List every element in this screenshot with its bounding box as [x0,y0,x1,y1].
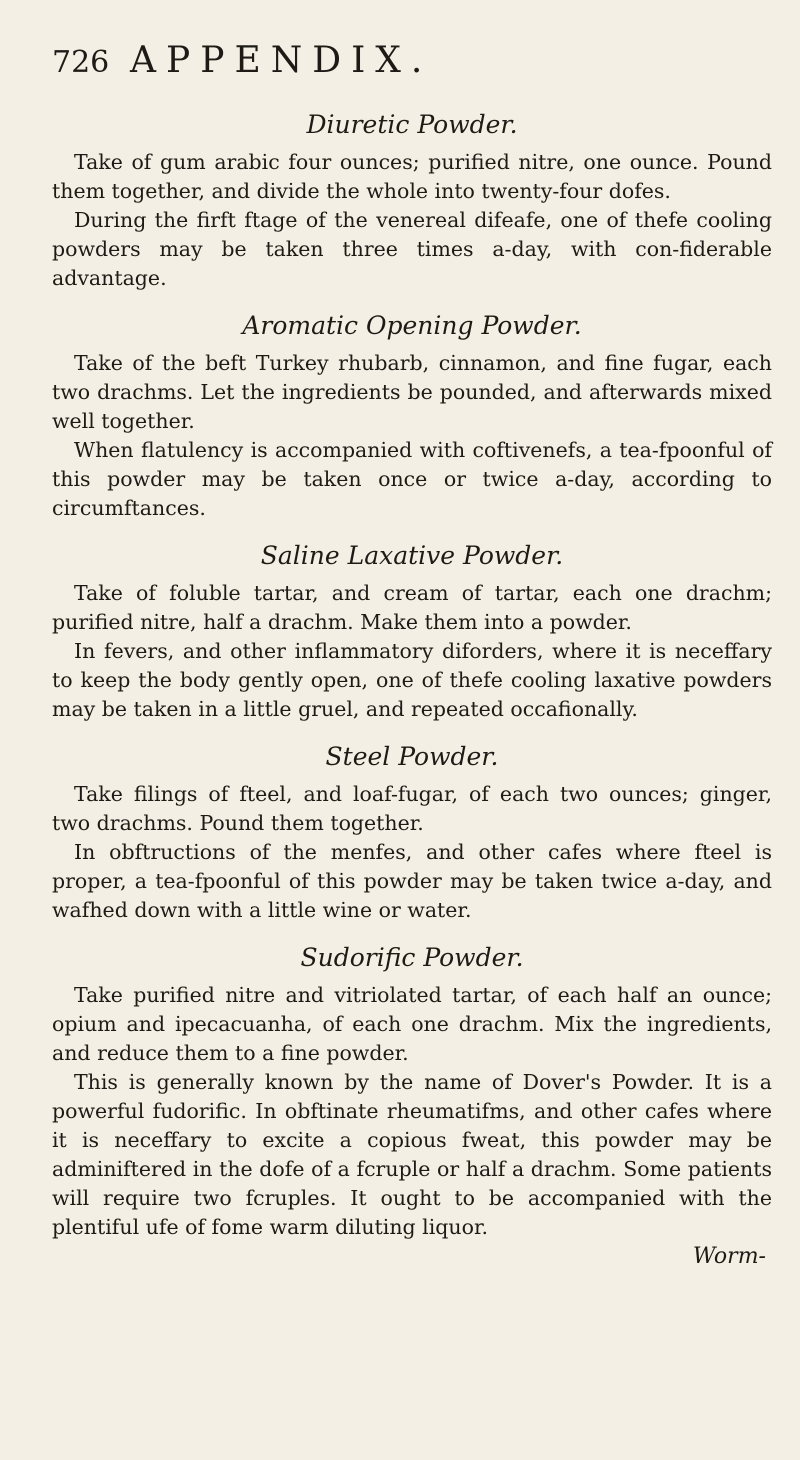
section-heading: Aromatic Opening Powder. [242,311,582,340]
paragraph: Take of gum arabic four ounces; purified nitre, one ounce. Pound them together, and divide the whole into twenty-four dofes. [52,150,772,203]
catchword: Worm- [692,1244,766,1269]
book-page [52,40,772,1269]
section-diuretic-powder [52,108,772,293]
paragraph: In obftructions of the menfes, and other cafes where fteel is proper, a tea-fpoonful of this powder may be taken twice a-day, and wafhed down with a little wine or water. [52,840,772,922]
paragraph: During the firft ftage of the venereal difeafe, one of thefe cooling powders may be taken three times a-day, with con-fiderable advantage. [52,208,772,290]
paragraph: When flatulency is accompanied with coftivenefs, a tea-fpoonful of this powder may be taken once or twice a-day, according to circumftances. [52,438,772,520]
section-heading: Sudorific Powder. [300,943,524,972]
running-head: APPENDIX. [130,40,433,81]
page-header [52,40,772,92]
section-heading: Saline Laxative Powder. [260,541,564,570]
section-heading: Diuretic Powder. [306,110,518,139]
section-steel-powder [52,740,772,925]
section-heading: Steel Powder. [325,742,499,771]
section-saline-laxative-powder [52,539,772,724]
paragraph: Take purified nitre and vitriolated tartar, of each half an ounce; opium and ipecacuanha, of each one drachm. Mix the ingredients, and reduce them to a fine powder. [52,983,772,1065]
paragraph: Take of foluble tartar, and cream of tartar, each one drachm; purified nitre, half a drachm. Make them into a powder. [52,581,772,634]
paragraph: Take filings of fteel, and loaf-fugar, of each two ounces; ginger, two drachms. Pound them together. [52,782,772,835]
paragraph: Take of the beft Turkey rhubarb, cinnamon, and fine fugar, each two drachms. Let the ingredients be pounded, and afterwards mixed well together. [52,351,772,433]
page-number: 726 [52,45,110,80]
section-aromatic-opening-powder [52,309,772,523]
section-sudorific-powder [52,941,772,1242]
paragraph: This is generally known by the name of Dover's Powder. It is a powerful fudorific. In obftinate rheumatifms, and other cafes where it is neceffary to excite a copious fweat, this powder may be adminiftered in the dofe of a fcruple or half a drachm. Some patients will require two fcruples. It ought to be accompanied with the plentiful ufe of fome warm diluting liquor. [52,1070,772,1239]
paragraph: In fevers, and other inflammatory diforders, where it is neceffary to keep the body gently open, one of thefe cooling laxative powders may be taken in a little gruel, and repeated occafionally. [52,639,772,721]
